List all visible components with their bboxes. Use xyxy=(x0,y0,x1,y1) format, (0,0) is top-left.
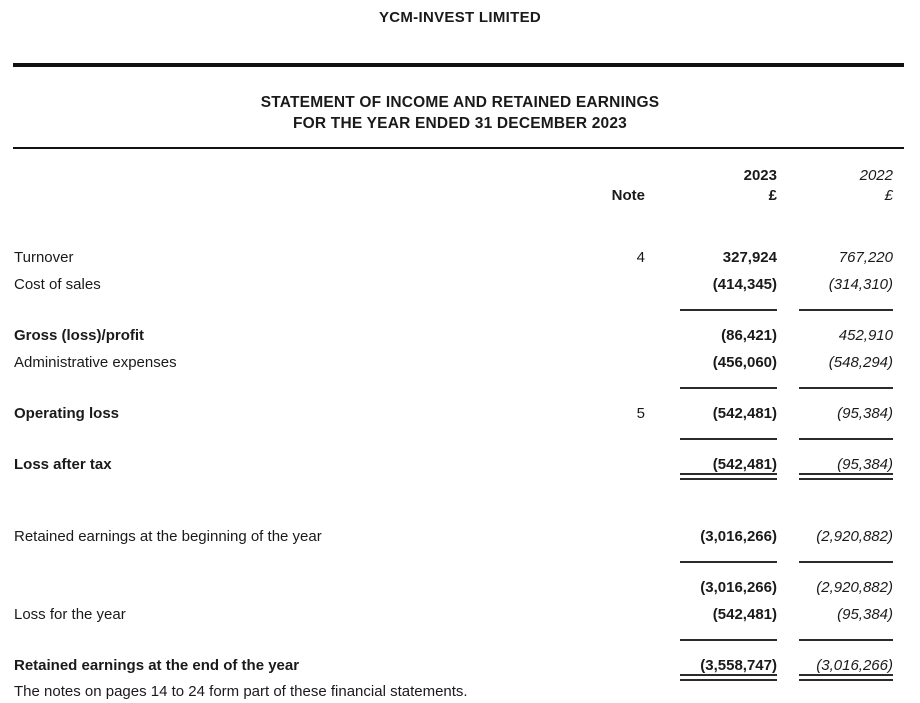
row-label: Cost of sales xyxy=(14,276,101,293)
row-note: 4 xyxy=(636,249,645,266)
rule-2022 xyxy=(799,309,893,311)
statement-row xyxy=(0,574,920,601)
row-value-2022: (95,384) xyxy=(837,606,893,623)
statement-row xyxy=(0,523,920,550)
rule-2022 xyxy=(799,561,893,563)
total-rule-row xyxy=(0,298,920,322)
row-note: 5 xyxy=(636,405,645,422)
statement-row xyxy=(0,271,920,298)
total-rule-row xyxy=(0,550,920,574)
row-label: Administrative expenses xyxy=(14,354,177,371)
double-rule-2023 xyxy=(680,473,777,480)
row-value-2023: (542,481) xyxy=(712,606,777,623)
double-rule-2023 xyxy=(680,674,777,681)
row-value-2022: 452,910 xyxy=(838,327,893,344)
rule-2022 xyxy=(799,639,893,641)
row-value-2023: (456,060) xyxy=(712,354,777,371)
row-value-2023: (86,421) xyxy=(721,327,777,344)
rule-2023 xyxy=(680,639,777,641)
column-header-years xyxy=(0,165,920,185)
statement-row xyxy=(0,244,920,271)
rule-2022 xyxy=(799,387,893,389)
double-total-rule-row xyxy=(0,674,920,682)
statement-row xyxy=(0,601,920,628)
total-rule-row xyxy=(0,628,920,652)
company-name: YCM-INVEST LIMITED xyxy=(378,9,542,26)
double-total-rule-row xyxy=(0,473,920,481)
row-value-2022: (314,310) xyxy=(828,276,893,293)
row-value-2022: (2,920,882) xyxy=(816,528,893,545)
row-value-2023: (3,016,266) xyxy=(700,579,777,596)
column-header-note: Note xyxy=(611,187,645,204)
double-rule-2022 xyxy=(799,674,893,681)
header-rule-bottom xyxy=(13,147,904,149)
row-value-2023: 327,924 xyxy=(722,249,777,266)
column-header-year-2023: 2023 xyxy=(743,166,777,184)
row-value-2023: (3,016,266) xyxy=(700,528,777,545)
row-label: Loss after tax xyxy=(14,456,112,473)
row-value-2022: 767,220 xyxy=(838,249,893,266)
row-label: Loss for the year xyxy=(14,606,126,623)
rule-2023 xyxy=(680,438,777,440)
total-rule-row xyxy=(0,427,920,451)
rule-2023 xyxy=(680,387,777,389)
row-value-2023: (3,558,747) xyxy=(700,657,777,674)
section-spacer xyxy=(0,481,920,523)
statement-period: FOR THE YEAR ENDED 31 DECEMBER 2023 xyxy=(292,115,628,132)
statement-row xyxy=(0,400,920,427)
statement-row xyxy=(0,322,920,349)
footer-note: The notes on pages 14 to 24 form part of these financial statements. xyxy=(14,683,468,700)
row-label: Retained earnings at the end of the year xyxy=(14,657,300,674)
row-value-2022: (2,920,882) xyxy=(816,579,893,596)
row-value-2023: (414,345) xyxy=(712,276,777,293)
column-header-year-2022: 2022 xyxy=(859,166,893,184)
row-label: Operating loss xyxy=(14,405,120,422)
rule-2023 xyxy=(680,561,777,563)
row-value-2023: (542,481) xyxy=(712,405,777,422)
row-label: Gross (loss)/profit xyxy=(14,327,145,344)
row-value-2022: (3,016,266) xyxy=(816,657,893,674)
rule-2022 xyxy=(799,438,893,440)
header-rule-top xyxy=(13,63,904,67)
statement-rows xyxy=(0,244,920,682)
row-label: Turnover xyxy=(14,249,74,266)
row-value-2022: (95,384) xyxy=(837,405,893,422)
double-rule-2022 xyxy=(799,473,893,480)
rule-2023 xyxy=(680,309,777,311)
row-value-2022: (548,294) xyxy=(828,354,893,371)
column-header-currency-2023: £ xyxy=(768,187,777,204)
statement-row xyxy=(0,349,920,376)
statement-title-block xyxy=(0,92,920,134)
row-value-2022: (95,384) xyxy=(837,456,893,473)
column-header-units xyxy=(0,185,920,206)
row-label: Retained earnings at the beginning of the year xyxy=(14,528,322,545)
column-header-currency-2022: £ xyxy=(884,187,893,204)
statement-title: STATEMENT OF INCOME AND RETAINED EARNINGS xyxy=(260,94,660,111)
row-value-2023: (542,481) xyxy=(712,456,777,473)
total-rule-row xyxy=(0,376,920,400)
